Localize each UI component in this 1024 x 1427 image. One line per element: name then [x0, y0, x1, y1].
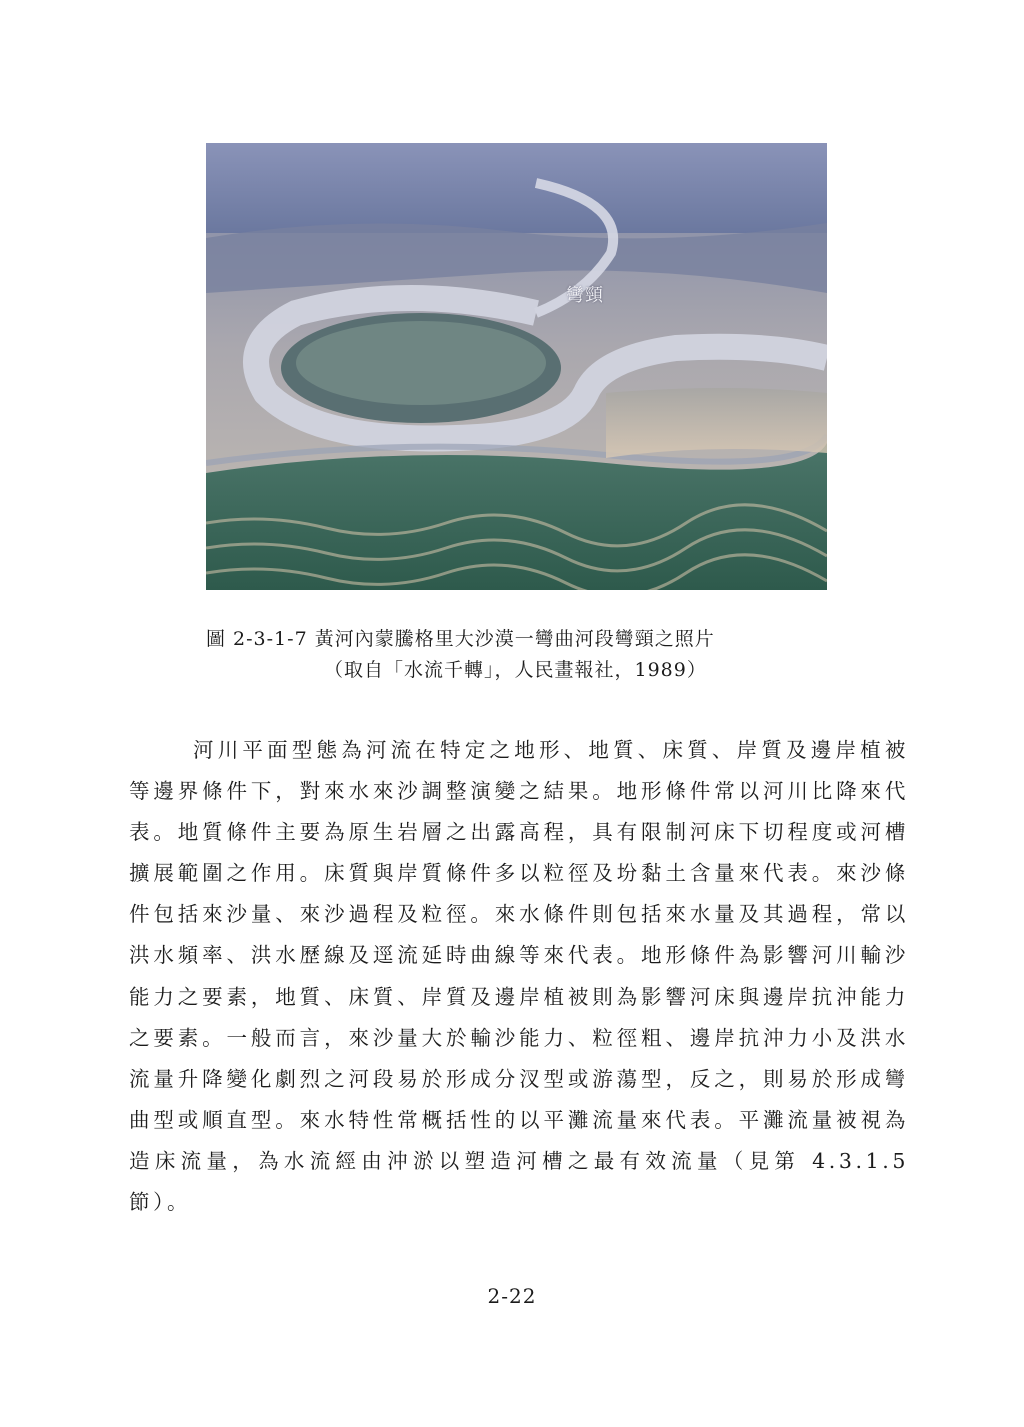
- river-meander-photo: [206, 143, 827, 590]
- caption-line-2: （取自「水流千轉」，人民畫報社，1989）: [324, 659, 707, 681]
- river-photo-illustration: [206, 143, 827, 590]
- figure-caption: [206, 624, 846, 686]
- page-number: 2-22: [487, 1284, 537, 1308]
- photo-label: 彎頸: [566, 285, 604, 306]
- body-paragraph: 河川平面型態為河流在特定之地形、地質、床質、岸質及邊岸植被等邊界條件下，對來水來沙調整演變之結果。地形條件常以河川比降來代表。地質條件主要為原生岩層之出露高程，具有限制河床下切程度或河槽擴展範圍之作用。床質與岸質條件多以粒徑及坋黏土含量來代表。來沙條件包括來沙量、來沙過程及粒徑。來水條件則包括來水量及其過程，常以洪水頻率、洪水歷線及逕流延時曲線等來代表。地形條件為影響河川輸沙能力之要素，地質、床質、岸質及邊岸植被則為影響河床與邊岸抗沖能力之要素。一般而言，來沙量大於輸沙能力、粒徑粗、邊岸抗沖力小及洪水流量升降變化劇烈之河段易於形成分汊型或游蕩型，反之，則易於形成彎曲型或順直型。來水特性常概括性的以平灘流量來代表。平灘流量被視為造床流量，為水流經由沖淤以塑造河槽之最有效流量（見第 4.3.1.5 節）。: [129, 738, 909, 1215]
- caption-line-1: 圖 2-3-1-7 黃河內蒙騰格里大沙漠一彎曲河段彎頸之照片: [206, 628, 715, 650]
